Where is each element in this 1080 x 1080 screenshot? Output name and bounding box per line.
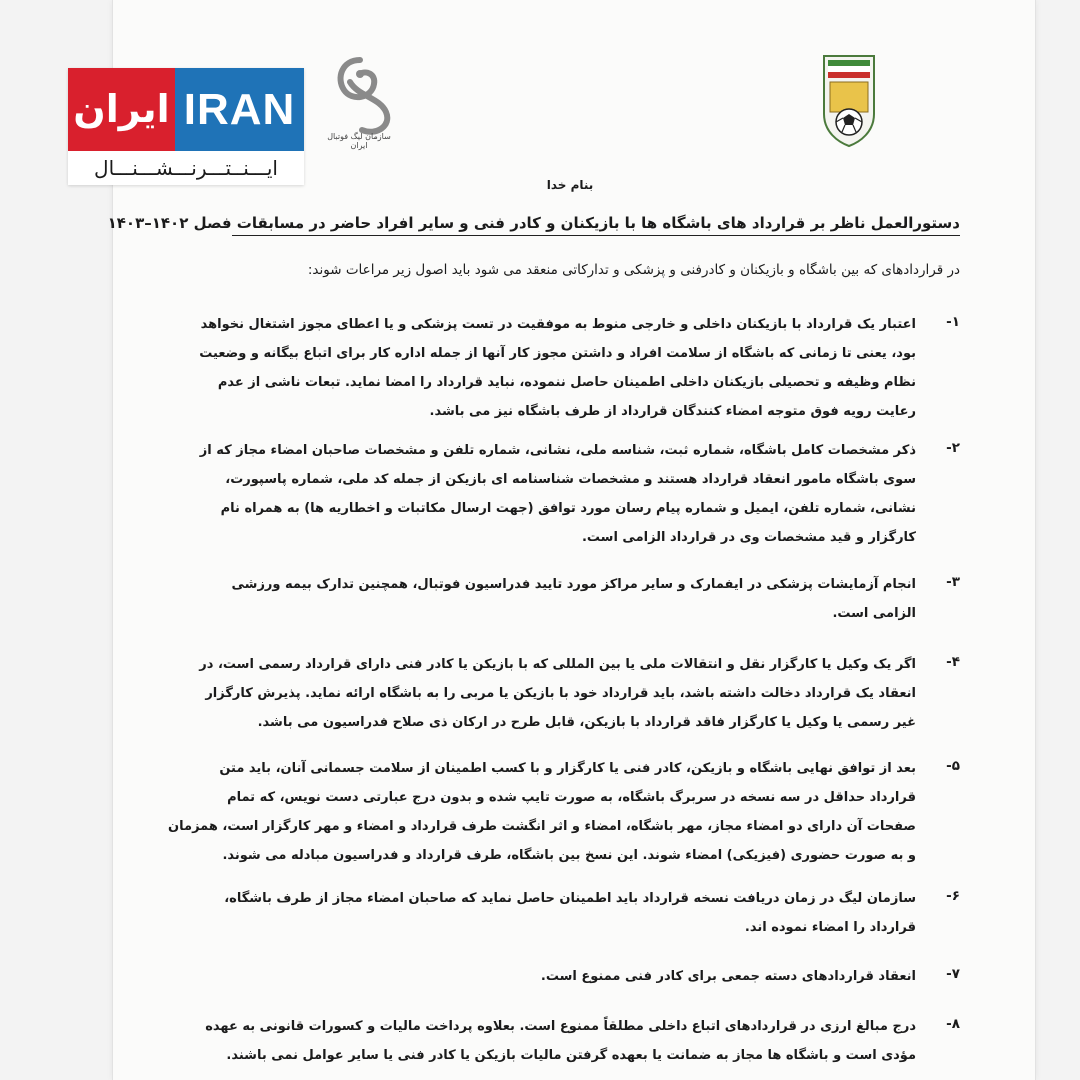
clause-number: ۸- — [946, 1016, 960, 1032]
document-intro: در قراردادهای که بین باشگاه و بازیکنان و کادرفنی و پزشکی و تدارکاتی منعقد می شود باید اصول زیر مراعات شوند: — [307, 262, 960, 278]
clause-line: نشانی، شماره تلفن، ایمیل و شماره پیام رسان مورد توافق (جهت ارسال مکاتبات و اخطاریه ها) به همراه نام — [220, 501, 916, 516]
clause-line: بعد از توافق نهایی باشگاه و بازیکن، کادر فنی یا کارگزار و با کسب اطمینان از سلامت جسمانی آنان، باید متن — [219, 761, 916, 776]
bismillah-heading: بنام خدا — [546, 178, 594, 192]
clause-number: ۴- — [946, 654, 960, 670]
league-caption: سازمان لیگ فوتبال ایران — [327, 132, 391, 150]
clause-line: سوی باشگاه مامور انعقاد قرارداد هستند و مشخصات شناسنامه ای بازیکن از جمله کد ملی، شماره پاسپورت، — [225, 472, 916, 487]
logo-farsi-name: ایران — [68, 68, 175, 151]
logo-latin-name: IRAN — [175, 68, 304, 151]
clause-number: ۳- — [946, 574, 960, 590]
logo-subtitle: ایـــنــتـــرنـــشـــنـــال — [94, 156, 278, 180]
clause-number: ۵- — [946, 758, 960, 774]
clause-number: ۶- — [946, 888, 960, 904]
league-swirl-logo-icon — [322, 52, 398, 142]
clause-line: نظام وظیفه و تحصیلی بازیکنان داخلی اطمینان حاصل ننموده، نباید قرارداد را امضا نماید. تبعات ناشی از عدم — [217, 375, 916, 390]
clause-line: اگر یک وکیل یا کارگزار نقل و انتقالات ملی یا بین المللی که با بازیکن یا کادر فنی دارای قرارداد رسمی است، در — [199, 657, 916, 672]
clause-line: الزامی است. — [832, 606, 916, 621]
ffiri-emblem-icon — [820, 52, 878, 148]
clause-body — [224, 884, 916, 942]
clause-number: ۷- — [946, 966, 960, 982]
clause-line: درج مبالغ ارزی در قراردادهای اتباع داخلی مطلقاً ممنوع است. بعلاوه پرداخت مالیات و کسورات قانونی به عهده — [205, 1019, 916, 1034]
clause-line: مؤدی است و باشگاه ها مجاز به ضمانت یا بعهده گرفتن مالیات بازیکن یا کادر فنی یا سایر عوامل نمی باشند. — [226, 1048, 916, 1063]
clause-body — [199, 310, 916, 426]
clause-line: قرارداد را امضاء نموده اند. — [744, 920, 916, 935]
iran-international-logo — [68, 68, 304, 185]
clause-line: ذکر مشخصات کامل باشگاه، شماره ثبت، شناسه ملی، نشانی، شماره تلفن و مشخصات صاحبان امضاء مجاز که از — [199, 443, 916, 458]
clause-line: رعایت رویه فوق متوجه امضاء کنندگان قرارداد از طرف باشگاه نیز می باشد. — [429, 404, 916, 419]
clause-line: و به صورت حضوری (فیزیکی) امضاء شوند. این نسخ بین باشگاه، طرف قرارداد و فدراسیون مبادله می شوند. — [222, 848, 916, 863]
clause-body — [232, 962, 916, 991]
clause-line: انجام آزمایشات پزشکی در ایفمارک و سایر مراکز مورد تایید فدراسیون فوتبال، همچنین تدارک بیمه ورزشی — [231, 577, 916, 592]
clause-line: صفحات آن دارای دو امضاء مجاز، مهر باشگاه، امضاء و اثر انگشت طرف قرارداد و امضاء و مهر کارگزار است، همزمان — [168, 819, 916, 834]
clause-body — [168, 754, 916, 870]
clause-body — [199, 650, 916, 737]
clause-body — [205, 1012, 916, 1070]
clause-number: ۲- — [946, 440, 960, 456]
clause-line: سازمان لیگ در زمان دریافت نسخه قرارداد باید اطمینان حاصل نماید که صاحبان امضاء مجاز از طرف باشگاه، — [224, 891, 916, 906]
document-title: دستورالعمل ناظر بر قرارداد های باشگاه ها با بازیکنان و کادر فنی و سایر افراد حاضر در مسابقات فصل ۱۴۰۲–۱۴۰۳ — [232, 214, 960, 236]
clause-line: انعقاد یک قرارداد دخالت داشته باشد، باید قرارداد خود با بازیکن یا مربی را به باشگاه ارائه نماید. پذیرش کارگزار — [205, 686, 916, 701]
clause-line: بود، یعنی تا زمانی که باشگاه از سلامت افراد و داشتن مجوز کار آنها از جمله اداره کار برای اتباع بیگانه و وضعیت — [199, 346, 916, 361]
clause-line: قرارداد حداقل در سه نسخه در سربرگ باشگاه، به صورت تایپ شده و بدون درج عبارتی دست نویس، که تمام — [227, 790, 916, 805]
clause-body — [199, 436, 916, 552]
clause-line: کارگزار و قید مشخصات وی در قرارداد الزامی است. — [581, 530, 916, 545]
clause-line: انعقاد قراردادهای دسته جمعی برای کادر فنی ممنوع است. — [540, 969, 916, 984]
clause-line: اعتبار یک قرارداد با بازیکنان داخلی و خارجی منوط به موفقیت در تست پزشکی و یا اعطای مجوز اشتغال نخواهد — [200, 317, 916, 332]
clause-body — [232, 570, 916, 628]
clause-line: غیر رسمی یا وکیل یا کارگزار فاقد قرارداد با بازیکن، قابل طرح در ارکان ذی صلاح فدراسیون می باشد. — [257, 715, 916, 730]
clause-number: ۱- — [946, 314, 960, 330]
